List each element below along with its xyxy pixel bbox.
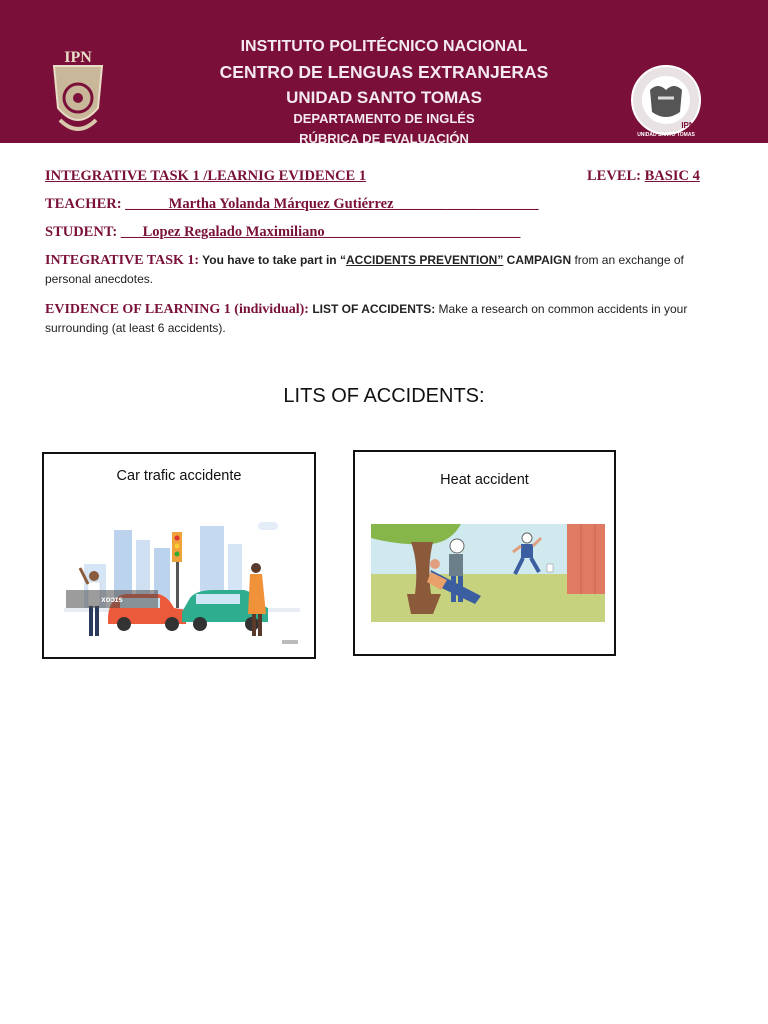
card-label-heat: Heat accident <box>440 472 529 488</box>
accident-card-heat <box>353 450 616 656</box>
accident-card-car <box>42 452 316 659</box>
task-paragraph <box>45 251 725 288</box>
car-accident-illustration <box>64 504 300 650</box>
evidence-lead: EVIDENCE OF LEARNING 1 (individual): <box>45 302 309 317</box>
evidence-rest: Make a research on common accidents in your surrounding (at least 6 accidents). <box>45 302 688 335</box>
task-bold-1: You have to take part in “ <box>199 253 346 267</box>
task-heading: INTEGRATIVE TASK 1 /LEARNIG EVIDENCE 1 <box>45 168 367 184</box>
list-title: LITS OF ACCIDENTS: <box>283 385 485 407</box>
level-value: BASIC 4 <box>644 168 700 184</box>
evidence-paragraph <box>45 300 725 337</box>
header-band <box>0 0 768 143</box>
teacher-field <box>45 196 539 213</box>
department-name: DEPARTAMENTO DE INGLÉS <box>293 111 475 126</box>
evidence-bold: LIST OF ACCIDENTS: <box>308 302 436 316</box>
svg-text:IPN: IPN <box>64 49 92 66</box>
cle-logo <box>628 62 704 138</box>
svg-text:IPN: IPN <box>681 121 695 130</box>
svg-text:xoɔɪs: xoɔɪs <box>101 595 123 604</box>
task-bold-2: CAMPAIGN <box>503 253 572 267</box>
campaign-name: ACCIDENTS PREVENTION” <box>345 253 504 267</box>
teacher-label: TEACHER: <box>45 196 122 212</box>
heat-accident-illustration <box>371 524 605 622</box>
rubric-title: RÚBRICA DE EVALUACIÓN <box>299 131 469 143</box>
task-rest: from an exchange of personal anecdotes. <box>45 253 684 286</box>
card-label-car: Car trafic accidente <box>116 468 242 484</box>
unit-name: UNIDAD SANTO TOMAS <box>286 88 482 107</box>
level-label: LEVEL: <box>587 168 641 184</box>
teacher-value: ______Martha Yolanda Márquez Gutiérrez_______ ____ ________ <box>125 196 539 212</box>
student-value: ___Lopez Regalado Maximiliano___________________________ <box>120 224 521 240</box>
center-name: CENTRO DE LENGUAS EXTRANJERAS <box>219 62 549 82</box>
institute-name: INSTITUTO POLITÉCNICO NACIONAL <box>240 38 528 55</box>
svg-text:UNIDAD SANTO TOMAS: UNIDAD SANTO TOMAS <box>637 132 695 138</box>
student-label: STUDENT: <box>45 224 118 240</box>
level-field <box>587 168 700 185</box>
student-field <box>45 224 520 241</box>
task-lead: INTEGRATIVE TASK 1: <box>45 253 200 268</box>
